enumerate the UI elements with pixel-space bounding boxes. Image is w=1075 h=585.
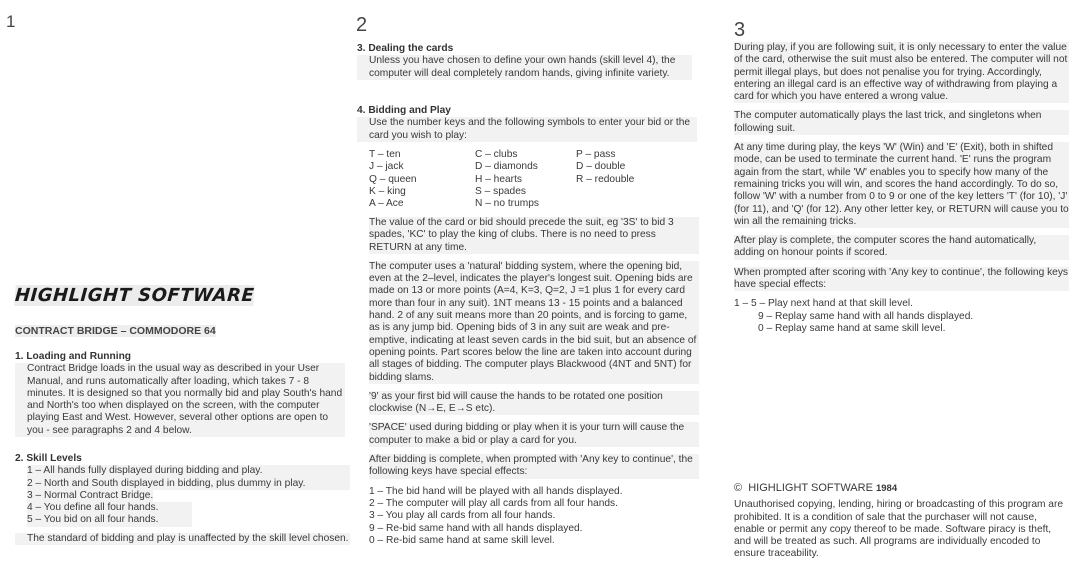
- copyright-block: [734, 482, 1069, 561]
- list-item: 5 – You bid on all four hands.: [27, 514, 192, 526]
- highlight-software-logo: HIGHLIGHT SOFTWARE: [14, 285, 256, 306]
- list-item: 1 – All hands fully displayed during bidding and play.: [27, 465, 350, 477]
- document-subtitle: CONTRACT BRIDGE – COMMODORE 64: [15, 325, 216, 337]
- copyright-text: Unauthorised copying, lending, hiring or broadcasting of this program are prohibited. It is a condition of sale that the purchaser will not cause, enable or permit any copy thereof to be made. Software piracy is theft, and will be treated as such. All programs are individually encoded to ensure traceability.: [734, 499, 1064, 560]
- section-heading: 3. Dealing the cards: [357, 43, 454, 54]
- symbol-column-cards: [369, 149, 417, 210]
- symbol-item: Q – queen: [369, 173, 417, 185]
- page3-paragraphs: [734, 42, 1069, 335]
- special-keys-list: [369, 486, 699, 547]
- para-keys: At any time during play, the keys 'W' (Win) and 'E' (Exit), both in shifted mode, can be used to terminate the current hand. 'E' runs the program again from the start, while 'W' enables you to specify how many of the remaining tricks you will win, and scores the hand accordingly. To do so, follow 'W' with a number from 0 to 9 or one of the key letters 'T' (for 10), 'J' (for 11), and 'Q' (for 12). Any other letter key, or RETURN will cause you to win all the remaining tricks.: [734, 142, 1069, 227]
- symbol-item: H – hearts: [475, 173, 522, 185]
- list-item: 2 – The computer will play all cards from all four hands.: [369, 497, 618, 509]
- list-item: 1 – 5 – Play next hand at that skill level.: [734, 298, 913, 310]
- symbol-item: A – Ace: [369, 198, 404, 210]
- page-1: [0, 0, 350, 585]
- symbol-item: D – diamonds: [475, 161, 538, 173]
- para-space: 'SPACE' used during bidding or play when it is your turn will cause the computer to make a bid or play a card for you.: [369, 422, 699, 447]
- symbol-item: C – clubs: [475, 149, 518, 160]
- para-system: The computer uses a 'natural' bidding system, where the opening bid, even at the 2–level, indicates the player's longest suit. Opening bids are made on 13 or more points (A=4, K=3, Q=2, J =1 plus 1 for every card more than four in any suit). 1NT means 13 - 15 points and a balanced hand. 2 of any suit means more than 20 points, and is forcing to game, as is any jump bid. Opening bids of 3 in any suit are weak and pre-emptive, indicating at least seven cards in the bid suit, but an absence of opening points. Part scores below the line are taken into account during all stages of bidding. The computer plays Blackwood (4NT and 5NT) for bidding slams.: [369, 261, 699, 384]
- symbol-item: J – jack: [369, 161, 404, 173]
- section-bidding-play: [357, 105, 697, 142]
- list-item: 9 – Re-bid same hand with all hands displayed.: [369, 522, 583, 534]
- section-heading: 1. Loading and Running: [15, 351, 132, 362]
- copyright-year: 1984: [875, 483, 898, 494]
- skill-note: The standard of bidding and play is unaffected by the skill level chosen.: [15, 533, 350, 545]
- symbol-item: P – pass: [576, 149, 616, 160]
- list-item: 2 – North and South displayed in bidding, plus dummy in play.: [27, 478, 350, 490]
- page-number: 2: [356, 14, 368, 36]
- copyright-line: [734, 482, 1069, 495]
- para-value: The value of the card or bid should precede the suit, eg '3S' to bid 3 spades, 'KC' to play the king of clubs. There is no need to press RETURN at any time.: [369, 217, 699, 254]
- list-item: 3 – Normal Contract Bridge.: [27, 489, 154, 501]
- skill-level-list: [15, 465, 350, 526]
- symbol-item: S – spades: [475, 185, 526, 197]
- symbol-column-calls: [576, 149, 634, 186]
- symbol-item: T – ten: [369, 149, 401, 160]
- section-loading-running: [15, 351, 345, 437]
- para-score: After play is complete, the computer scores the hand automatically, adding on honour points if scored.: [734, 235, 1069, 260]
- para-after: After bidding is complete, when prompted with 'Any key to continue', the following keys have special effects:: [369, 454, 699, 479]
- after-score-keys-list: [734, 298, 1069, 335]
- para-auto: The computer automatically plays the last trick, and singletons when following suit.: [734, 110, 1069, 135]
- section-dealing: [357, 43, 692, 80]
- page-number: 3: [734, 19, 746, 41]
- section-skill-levels: [15, 453, 350, 545]
- section-heading: 2. Skill Levels: [15, 453, 82, 464]
- list-item: 1 – The bid hand will be played with all hands displayed.: [369, 485, 623, 497]
- para-suit: During play, if you are following suit, it is only necessary to enter the value of the card, otherwise the suit must also be entered. The computer will not permit illegal plays, but does not penalise you for trying. Accordingly, entering an illegal card is an effective way of withdrawing from playing a card for which you have entered a wrong value.: [734, 42, 1068, 103]
- copyright-label: HIGHLIGHT SOFTWARE: [748, 482, 873, 494]
- list-item: 3 – You play all cards from all four hands.: [369, 510, 556, 522]
- list-item: 4 – You define all four hands.: [27, 502, 192, 514]
- list-item: 0 – Re-bid same hand at same skill level.: [369, 534, 555, 546]
- section-heading: 4. Bidding and Play: [357, 105, 451, 116]
- symbol-item: N – no trumps: [475, 198, 539, 210]
- page-3: [720, 0, 1075, 585]
- section-text: Contract Bridge loads in the usual way as described in your User Manual, and runs automatically after loading, which takes 7 - 8 minutes. It is designed so that you normally bid and play South's hand and North's too when displayed on the screen, with the computer playing East and West. However, several other options are open to you - see paragraphs 2 and 4 below.: [15, 363, 345, 437]
- symbol-item: K – king: [369, 185, 406, 197]
- list-item: 0 – Replay same hand at same skill level.: [758, 322, 946, 334]
- page-2: [350, 0, 720, 585]
- list-item: 9 – Replay same hand with all hands displayed.: [758, 310, 974, 322]
- page-number: 1: [6, 12, 16, 31]
- intro-text: Use the number keys and the following symbols to enter your bid or the card you wish to play:: [357, 117, 697, 142]
- section-text: Unless you have chosen to define your own hands (skill level 4), the computer will deal completely random hands, giving infinite variety.: [357, 55, 692, 80]
- para-nine: '9' as your first bid will cause the hands to be rotated one position clockwise (N→E, E→S etc).: [369, 391, 699, 416]
- copyright-icon: ©: [734, 482, 743, 494]
- bidding-paragraphs: [369, 217, 699, 547]
- symbol-column-suits: [475, 149, 539, 210]
- para-prompt: When prompted after scoring with 'Any key to continue', the following keys have special effects:: [734, 266, 1069, 291]
- symbol-item: D – double: [576, 161, 626, 173]
- symbol-item: R – redouble: [576, 173, 635, 185]
